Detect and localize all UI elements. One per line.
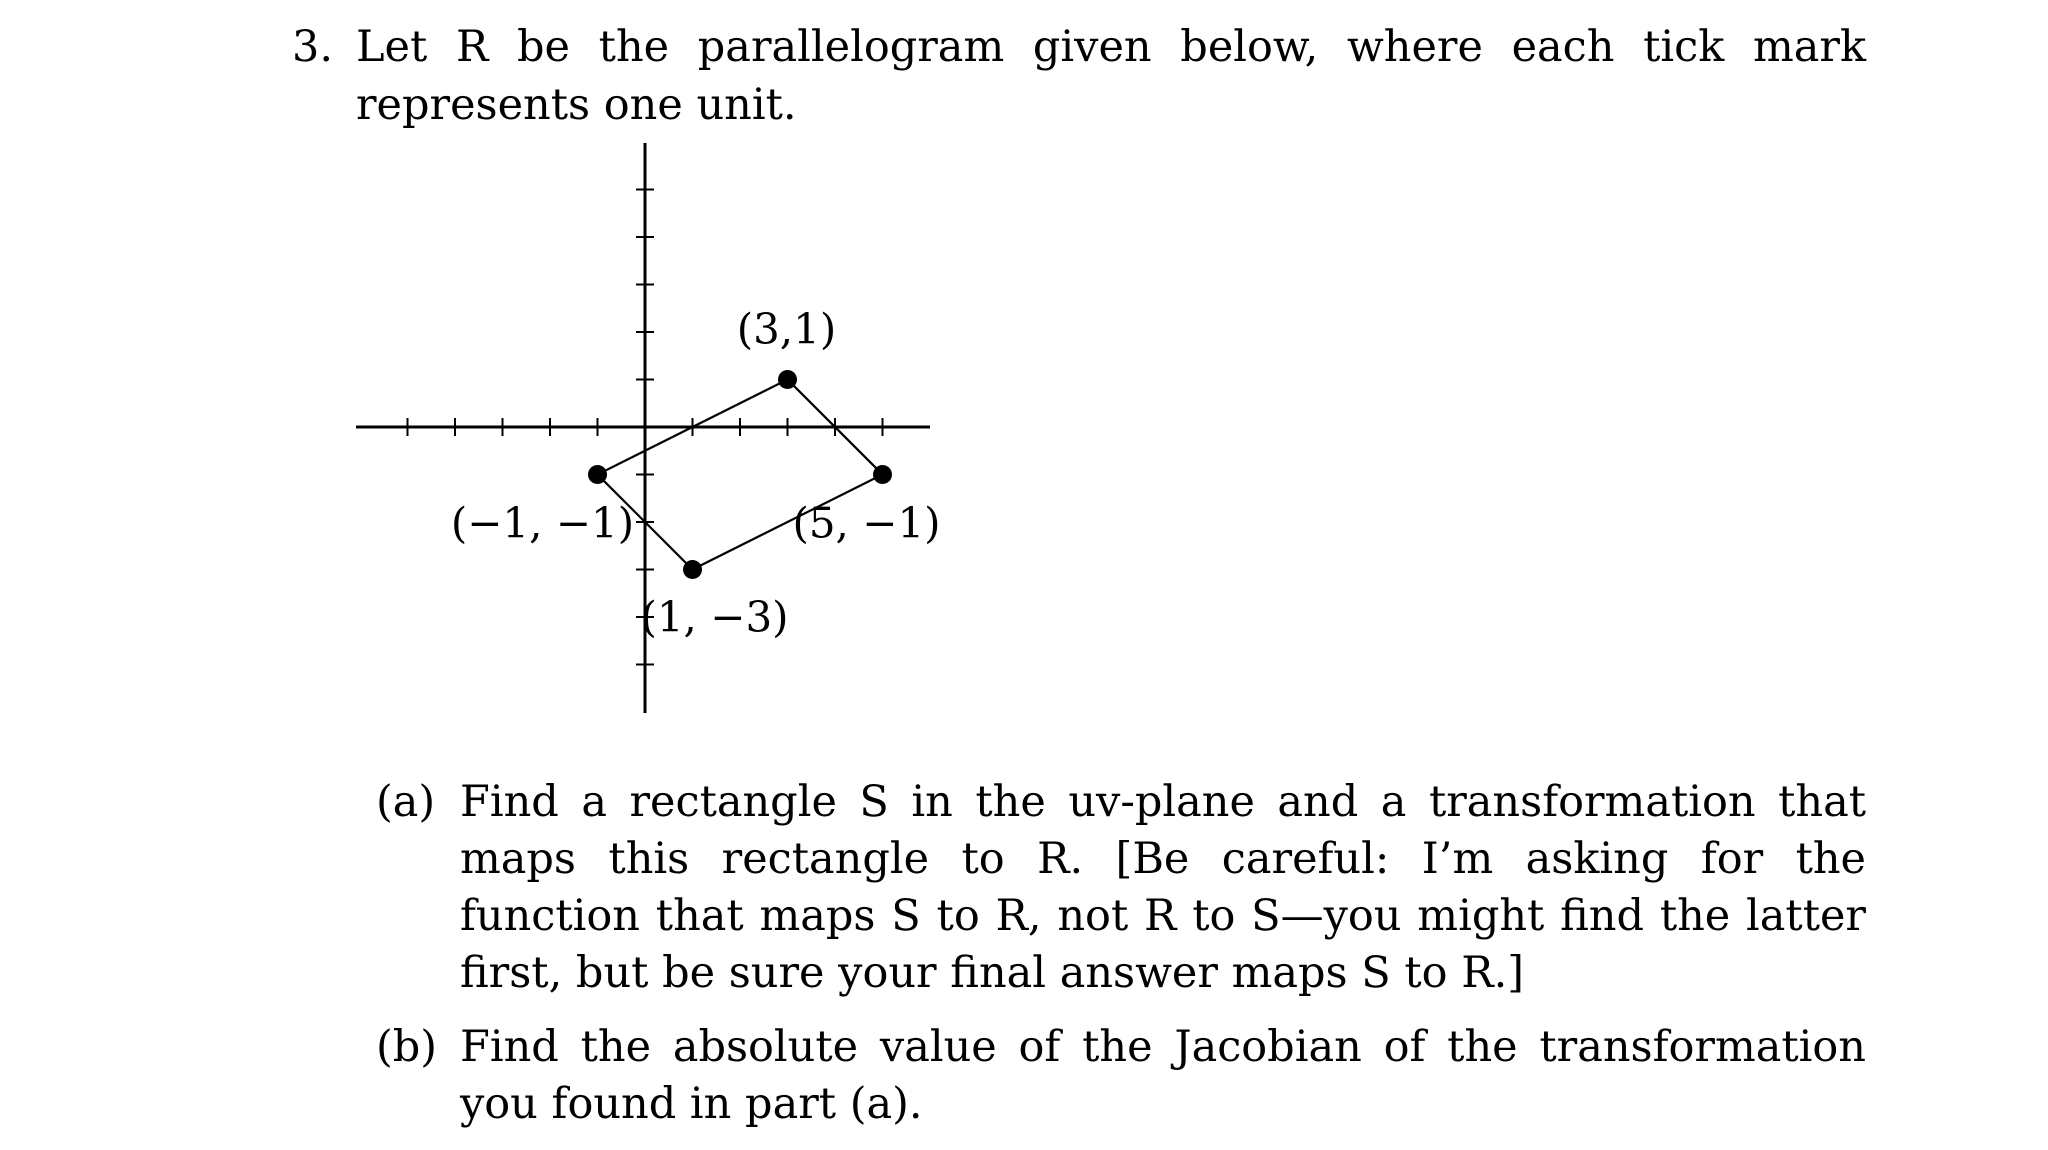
part-b-text: Find the absolute value of the Jacobian of the transformation you found in part (a). — [460, 1022, 1866, 1129]
part-b-label: (b) — [376, 1022, 438, 1072]
vertex-dot — [778, 370, 797, 389]
part-a-label: (a) — [376, 777, 436, 827]
problem-number: 3. — [292, 22, 334, 72]
vertex-points — [588, 370, 892, 579]
vertex-label: (−1, −1) — [450, 498, 635, 548]
part-a — [0, 774, 2048, 1004]
vertex-dot — [683, 560, 702, 579]
vertex-labels — [451, 305, 941, 642]
vertex-label: (1, −3) — [640, 592, 789, 642]
part-b — [0, 1019, 2048, 1139]
vertex-label: (3,1) — [736, 304, 837, 354]
part-a-text: Find a rectangle S in the uv-plane and a transformation that maps this rectangle to R. [Be careful: I’m asking for the function that maps S to R, not R to S—you might find the latter first, but be sure your final answer maps S to R.] — [460, 777, 1866, 998]
problem-statement: Let R be the parallelogram given below, where each tick mark represents one unit. — [356, 22, 1866, 130]
vertex-dot — [873, 465, 892, 484]
vertex-label: (5, −1) — [792, 498, 941, 548]
vertex-dot — [588, 465, 607, 484]
